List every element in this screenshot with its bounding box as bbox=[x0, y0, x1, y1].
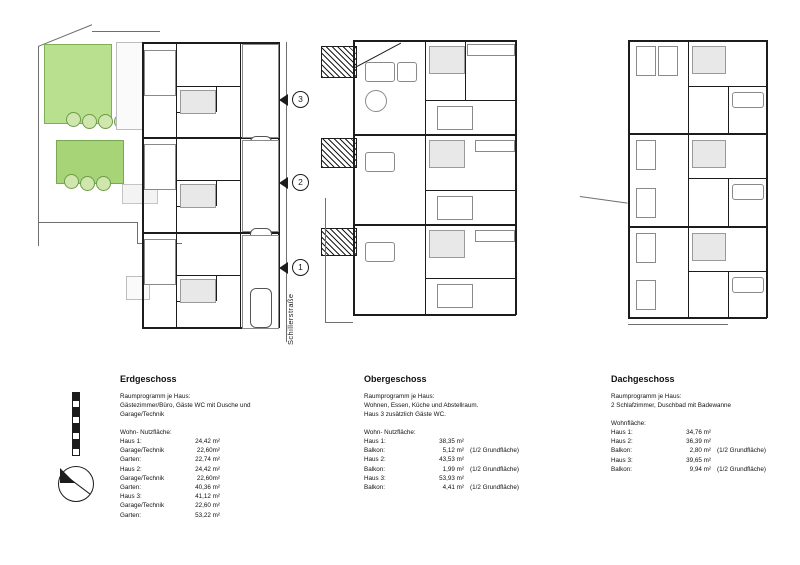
table-row bbox=[120, 483, 220, 492]
area-heading-erdgeschoss: Wohn- Nutzfläche: bbox=[120, 429, 172, 436]
stair-run bbox=[692, 140, 726, 168]
garage-top bbox=[242, 44, 279, 138]
dining-table bbox=[437, 196, 473, 220]
table-row bbox=[611, 465, 766, 474]
interior-wall bbox=[240, 233, 241, 328]
row-note bbox=[711, 437, 717, 446]
triangle-icon bbox=[279, 177, 288, 189]
program-line-obergeschoss-2: Haus 3 zusätzlich Gäste WC. bbox=[364, 411, 446, 418]
interior-wall bbox=[728, 271, 729, 318]
building-outline-right bbox=[515, 40, 517, 315]
room-guest-middle bbox=[144, 144, 176, 190]
table-row bbox=[120, 465, 220, 474]
table-row bbox=[364, 455, 519, 464]
row-note: (1/2 Grundfläche) bbox=[717, 447, 767, 455]
site-boundary-left bbox=[38, 46, 39, 246]
row-label: Balkon: bbox=[364, 465, 386, 473]
interior-wall bbox=[465, 40, 466, 100]
bed-icon bbox=[636, 46, 656, 76]
table-row bbox=[611, 437, 766, 446]
kitchen-counter bbox=[475, 230, 515, 242]
interior-wall bbox=[176, 275, 240, 276]
interior-wall bbox=[728, 86, 729, 133]
plan-title-obergeschoss: Obergeschoss bbox=[364, 374, 427, 384]
plan-erdgeschoss-drawing bbox=[30, 28, 300, 358]
row-value: 40,36 m² bbox=[195, 484, 220, 492]
row-value: 5,12 m² bbox=[442, 447, 464, 455]
scale-segment bbox=[72, 400, 80, 408]
table-row bbox=[120, 501, 220, 510]
table-row bbox=[364, 483, 519, 492]
interior-wall bbox=[240, 138, 241, 232]
interior-wall bbox=[176, 180, 240, 181]
row-label: Haus 2: bbox=[611, 438, 633, 446]
area-heading-obergeschoss: Wohn- Nutzfläche: bbox=[364, 429, 416, 436]
tree-icon bbox=[80, 176, 95, 191]
interior-wall bbox=[425, 40, 426, 134]
building-outline-left bbox=[353, 40, 355, 315]
scale-segment bbox=[72, 416, 80, 424]
row-label: Haus 3: bbox=[364, 474, 386, 482]
site-boundary-top2 bbox=[92, 31, 160, 32]
row-label: Garten: bbox=[120, 484, 141, 492]
balcony-haus2 bbox=[321, 138, 357, 168]
site-line-bottom bbox=[628, 324, 728, 325]
row-note bbox=[711, 456, 717, 465]
table-row bbox=[120, 437, 220, 446]
plan-title-erdgeschoss: Erdgeschoss bbox=[120, 374, 177, 384]
bed-icon bbox=[636, 188, 656, 218]
bed-icon bbox=[636, 233, 656, 263]
scale-segment bbox=[72, 440, 80, 448]
view-marker-2[interactable] bbox=[279, 174, 309, 191]
building-outline-bottom bbox=[628, 317, 767, 319]
scale-segment bbox=[72, 424, 80, 432]
row-label: Garage/Technik bbox=[120, 474, 165, 482]
row-value: 2,80 m² bbox=[689, 447, 711, 455]
row-note bbox=[464, 474, 470, 483]
plan-title-dachgeschoss: Dachgeschoss bbox=[611, 374, 675, 384]
table-row bbox=[364, 437, 519, 446]
row-label: Haus 2: bbox=[120, 465, 142, 473]
row-value: 43,53 m² bbox=[439, 456, 464, 464]
tree-icon bbox=[66, 112, 81, 127]
row-value: 22,60m² bbox=[196, 474, 220, 482]
program-line-erdgeschoss-1: Gästezimmer/Büro, Gäste WC mit Dusche und bbox=[120, 402, 251, 409]
tree-icon bbox=[96, 176, 111, 191]
row-label: Haus 3: bbox=[611, 456, 633, 464]
row-label: Garage/Technik bbox=[120, 447, 165, 455]
site-line bbox=[325, 198, 326, 323]
stair-run bbox=[692, 233, 726, 261]
row-note: (1/2 Grundfläche) bbox=[470, 447, 520, 455]
bathtub-icon bbox=[732, 277, 764, 293]
tree-icon bbox=[98, 114, 113, 129]
site-boundary-bottom bbox=[38, 222, 138, 223]
site-boundary-bottom2 bbox=[137, 222, 138, 244]
bed-icon bbox=[636, 280, 656, 310]
view-marker-1[interactable] bbox=[279, 259, 309, 276]
sofa-icon bbox=[365, 242, 395, 262]
north-arrow-icon bbox=[58, 466, 94, 502]
party-wall-1 bbox=[628, 133, 767, 135]
row-value: 22,60 m² bbox=[195, 502, 220, 510]
room-guest-bottom bbox=[144, 239, 176, 285]
interior-wall bbox=[216, 86, 217, 112]
stair-run bbox=[429, 230, 465, 258]
dining-table bbox=[437, 106, 473, 130]
kitchen-counter bbox=[475, 140, 515, 152]
interior-wall bbox=[688, 134, 689, 226]
table-row bbox=[120, 474, 220, 483]
table-row bbox=[611, 428, 766, 437]
table-row bbox=[364, 446, 519, 455]
table-row bbox=[611, 456, 766, 465]
street-label: Schillerstraße bbox=[286, 293, 295, 345]
triangle-icon bbox=[279, 262, 288, 274]
interior-wall bbox=[176, 138, 177, 232]
row-value: 24,42 m² bbox=[195, 438, 220, 445]
scale-bar bbox=[72, 392, 78, 456]
garage-middle bbox=[242, 140, 279, 232]
row-label: Garage/Technik bbox=[120, 502, 165, 510]
kitchen-counter bbox=[467, 44, 515, 56]
row-value: 53,22 m² bbox=[195, 511, 220, 519]
tree-icon bbox=[64, 174, 79, 189]
row-value: 34,76 m² bbox=[686, 429, 711, 436]
sofa-icon bbox=[365, 152, 395, 172]
row-value: 9,94 m² bbox=[689, 465, 711, 473]
table-row bbox=[364, 474, 519, 483]
building-outline-top bbox=[353, 40, 516, 42]
marker-label: 1 bbox=[292, 259, 309, 276]
stair-run bbox=[429, 140, 465, 168]
interior-wall bbox=[425, 190, 516, 191]
dining-table bbox=[437, 284, 473, 308]
program-line-erdgeschoss-2: Garage/Technik bbox=[120, 411, 165, 418]
interior-wall bbox=[176, 86, 240, 87]
interior-wall bbox=[728, 178, 729, 226]
row-value: 38,35 m² bbox=[439, 438, 464, 445]
row-note bbox=[464, 455, 470, 464]
table-row bbox=[120, 446, 220, 455]
scale-segment bbox=[72, 432, 80, 440]
program-heading-obergeschoss: Raumprogramm je Haus: bbox=[364, 393, 435, 400]
plan-obergeschoss-drawing bbox=[325, 28, 555, 358]
stair-run bbox=[429, 46, 465, 74]
table-row bbox=[120, 492, 220, 501]
row-value: 22,60m² bbox=[196, 447, 220, 455]
table-row bbox=[120, 455, 220, 464]
table-row bbox=[611, 446, 766, 455]
row-label: Balkon: bbox=[611, 465, 633, 473]
building-outline-left bbox=[628, 40, 630, 318]
area-table-obergeschoss bbox=[364, 437, 519, 492]
table-round bbox=[365, 90, 387, 112]
scale-segment bbox=[72, 392, 80, 400]
interior-wall bbox=[176, 233, 177, 328]
view-marker-3[interactable] bbox=[279, 91, 309, 108]
program-heading-erdgeschoss: Raumprogramm je Haus: bbox=[120, 393, 191, 400]
row-value: 41,12 m² bbox=[195, 493, 220, 501]
balcony-haus3 bbox=[321, 46, 357, 78]
row-note: (1/2 Grundfläche) bbox=[717, 465, 767, 473]
area-table-dachgeschoss bbox=[611, 428, 766, 474]
row-label: Garten: bbox=[120, 511, 141, 519]
car-icon bbox=[250, 288, 272, 328]
interior-wall bbox=[688, 227, 689, 318]
interior-wall bbox=[176, 42, 177, 137]
party-wall-2 bbox=[628, 226, 767, 228]
interior-wall bbox=[425, 278, 516, 279]
stair-run bbox=[692, 46, 726, 74]
row-label: Garten: bbox=[120, 456, 141, 464]
interior-wall bbox=[425, 135, 426, 224]
program-heading-dachgeschoss: Raumprogramm je Haus: bbox=[611, 393, 682, 400]
table-row bbox=[364, 465, 519, 474]
scale-segment bbox=[72, 408, 80, 416]
balcony-haus1 bbox=[321, 228, 357, 256]
table-row bbox=[120, 511, 220, 520]
stair-run-middle bbox=[180, 184, 216, 208]
row-label: Haus 1: bbox=[120, 438, 142, 445]
stair-run-top bbox=[180, 90, 216, 114]
marker-label: 2 bbox=[292, 174, 309, 191]
row-note bbox=[711, 428, 717, 437]
sofa-icon bbox=[397, 62, 417, 82]
row-label: Haus 1: bbox=[611, 429, 633, 436]
row-label: Balkon: bbox=[364, 447, 386, 455]
row-label: Balkon: bbox=[611, 447, 633, 455]
tree-icon bbox=[82, 114, 97, 129]
row-note: (1/2 Grundfläche) bbox=[470, 465, 520, 473]
building-outline-top bbox=[628, 40, 767, 42]
row-label: Haus 2: bbox=[364, 456, 386, 464]
triangle-icon bbox=[279, 94, 288, 106]
row-value: 22,74 m² bbox=[195, 456, 220, 464]
terrace-paving bbox=[116, 42, 144, 130]
stair-run-bottom bbox=[180, 279, 216, 303]
row-value: 1,99 m² bbox=[442, 465, 464, 473]
row-value: 36,39 m² bbox=[686, 438, 711, 446]
scale-segment bbox=[72, 448, 80, 456]
party-wall-2 bbox=[353, 224, 516, 226]
garden-plot-upper bbox=[44, 44, 112, 124]
row-value: 4,41 m² bbox=[442, 484, 464, 492]
interior-wall bbox=[240, 42, 241, 137]
row-label: Haus 1: bbox=[364, 438, 386, 445]
interior-wall bbox=[216, 275, 217, 301]
bathtub-icon bbox=[732, 184, 764, 200]
interior-wall bbox=[425, 225, 426, 314]
marker-label: 3 bbox=[292, 91, 309, 108]
room-guest-top bbox=[144, 50, 176, 96]
site-line-bottom bbox=[325, 322, 353, 323]
interior-wall bbox=[425, 100, 516, 101]
row-note: (1/2 Grundfläche) bbox=[470, 484, 520, 492]
interior-wall bbox=[216, 180, 217, 206]
row-value: 39,65 m² bbox=[686, 456, 711, 464]
area-heading-dachgeschoss: Wohnfläche: bbox=[611, 420, 646, 427]
site-line bbox=[580, 196, 628, 204]
bathtub-icon bbox=[732, 92, 764, 108]
program-line-dachgeschoss-1: 2 Schlafzimmer, Duschbad mit Badewanne bbox=[611, 402, 732, 409]
row-value: 53,93 m² bbox=[439, 474, 464, 482]
building-outline-bottom bbox=[353, 314, 516, 316]
row-label: Balkon: bbox=[364, 484, 386, 492]
program-line-obergeschoss-1: Wohnen, Essen, Küche und Abstellraum. bbox=[364, 402, 479, 409]
sofa-icon bbox=[365, 62, 395, 82]
party-wall-1 bbox=[353, 134, 516, 136]
plan-dachgeschoss-drawing bbox=[580, 28, 790, 358]
north-arrow-fill bbox=[60, 468, 75, 483]
area-table-erdgeschoss bbox=[120, 437, 220, 520]
bed-icon bbox=[636, 140, 656, 170]
row-label: Haus 3: bbox=[120, 493, 142, 501]
row-value: 24,42 m² bbox=[195, 465, 220, 473]
row-note bbox=[464, 437, 470, 446]
bed-icon bbox=[658, 46, 678, 76]
